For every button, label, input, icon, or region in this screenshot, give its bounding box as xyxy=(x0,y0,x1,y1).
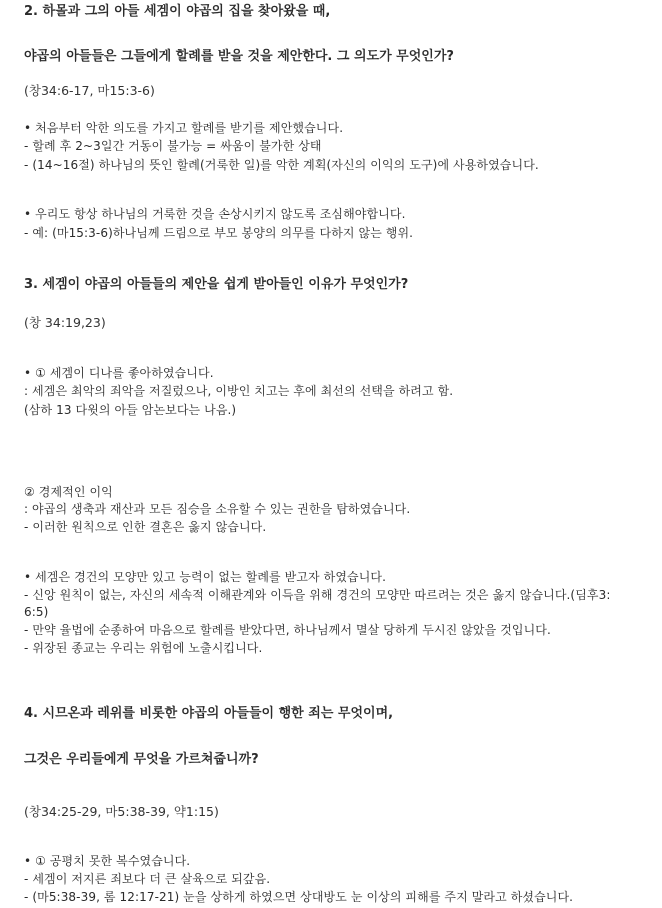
detail-text: - 예: (마15:3-6)하나님께 드림으로 부모 봉양의 의무를 다하지 않는 행위. xyxy=(24,226,414,240)
section-2-reference: (창34:6-17, 마15:3-6) xyxy=(24,83,155,98)
detail-text: : 세겜은 최악의 죄악을 저질렀으나, 이방인 치고는 후에 최선의 선택을 하려고 함. xyxy=(24,384,454,398)
bullet-text: • 우리도 항상 하나님의 거룩한 것을 손상시키지 않도록 조심해야합니다. xyxy=(24,207,406,221)
section-4-heading: 4. 시므온과 레위를 비롯한 야곱의 아들들이 행한 죄는 무엇이며, xyxy=(24,706,394,721)
section-3-heading: 3. 세겜이 야곱의 아들들의 제안을 쉽게 받아들인 이유가 무엇인가? xyxy=(24,277,409,292)
section-4-question: 그것은 우리들에게 무엇을 가르쳐줍니까? xyxy=(24,752,259,767)
detail-text: - 위장된 종교는 우리는 위험에 노출시킵니다. xyxy=(24,641,263,655)
detail-text: : 야곱의 생축과 재산과 모든 짐승을 소유할 수 있는 권한을 탐하였습니다. xyxy=(24,502,411,516)
section-2-question: 야곱의 아들들은 그들에게 할례를 받을 것을 제안한다. 그 의도가 무엇인가? xyxy=(24,49,454,64)
bullet-text: • ① 공평치 못한 복수였습니다. xyxy=(24,854,191,868)
detail-text: - (14~16절) 하나님의 뜻인 할례(거룩한 일)를 악한 계획(자신의 이익의 도구)에 사용하였습니다. xyxy=(24,158,539,172)
detail-text: - 할례 후 2~3일간 거동이 불가능 = 싸움이 불가한 상태 xyxy=(24,139,322,153)
section-4-reference: (창34:25-29, 마5:38-39, 약1:15) xyxy=(24,804,219,819)
bullet-text: • 처음부터 악한 의도를 가지고 할례를 받기를 제안했습니다. xyxy=(24,121,344,135)
detail-text: 6:5) xyxy=(24,605,49,619)
detail-text: - 만약 율법에 순종하여 마음으로 할례를 받았다면, 하나님께서 멸살 당하게 두시진 않았을 것입니다. xyxy=(24,623,551,637)
bullet-text: • ① 세겜이 디나를 좋아하였습니다. xyxy=(24,366,214,380)
section-2-heading: 2. 하몰과 그의 아들 세겜이 야곱의 집을 찾아왔을 때, xyxy=(24,4,331,19)
point-text: ② 경제적인 이익 xyxy=(24,485,113,499)
detail-text: (삼하 13 다윗의 아들 암논보다는 나음.) xyxy=(24,403,237,417)
detail-text: - (마5:38-39, 롬 12:17-21) 눈을 상하게 하였으면 상대방도 눈 이상의 피해를 주지 말라고 하셨습니다. xyxy=(24,890,574,904)
detail-text: - 이러한 원칙으로 인한 결혼은 옳지 않습니다. xyxy=(24,520,267,534)
section-3-reference: (창 34:19,23) xyxy=(24,315,106,330)
detail-text: - 신앙 원칙이 없는, 자신의 세속적 이해관계와 이득을 위해 경건의 모양만 따르려는 것은 옳지 않습니다.(딤후3: xyxy=(24,588,611,602)
bullet-text: • 세겜은 경건의 모양만 있고 능력이 없는 할례를 받고자 하였습니다. xyxy=(24,570,387,584)
detail-text: - 세겜이 저지른 죄보다 더 큰 살육으로 되갚음. xyxy=(24,872,271,886)
